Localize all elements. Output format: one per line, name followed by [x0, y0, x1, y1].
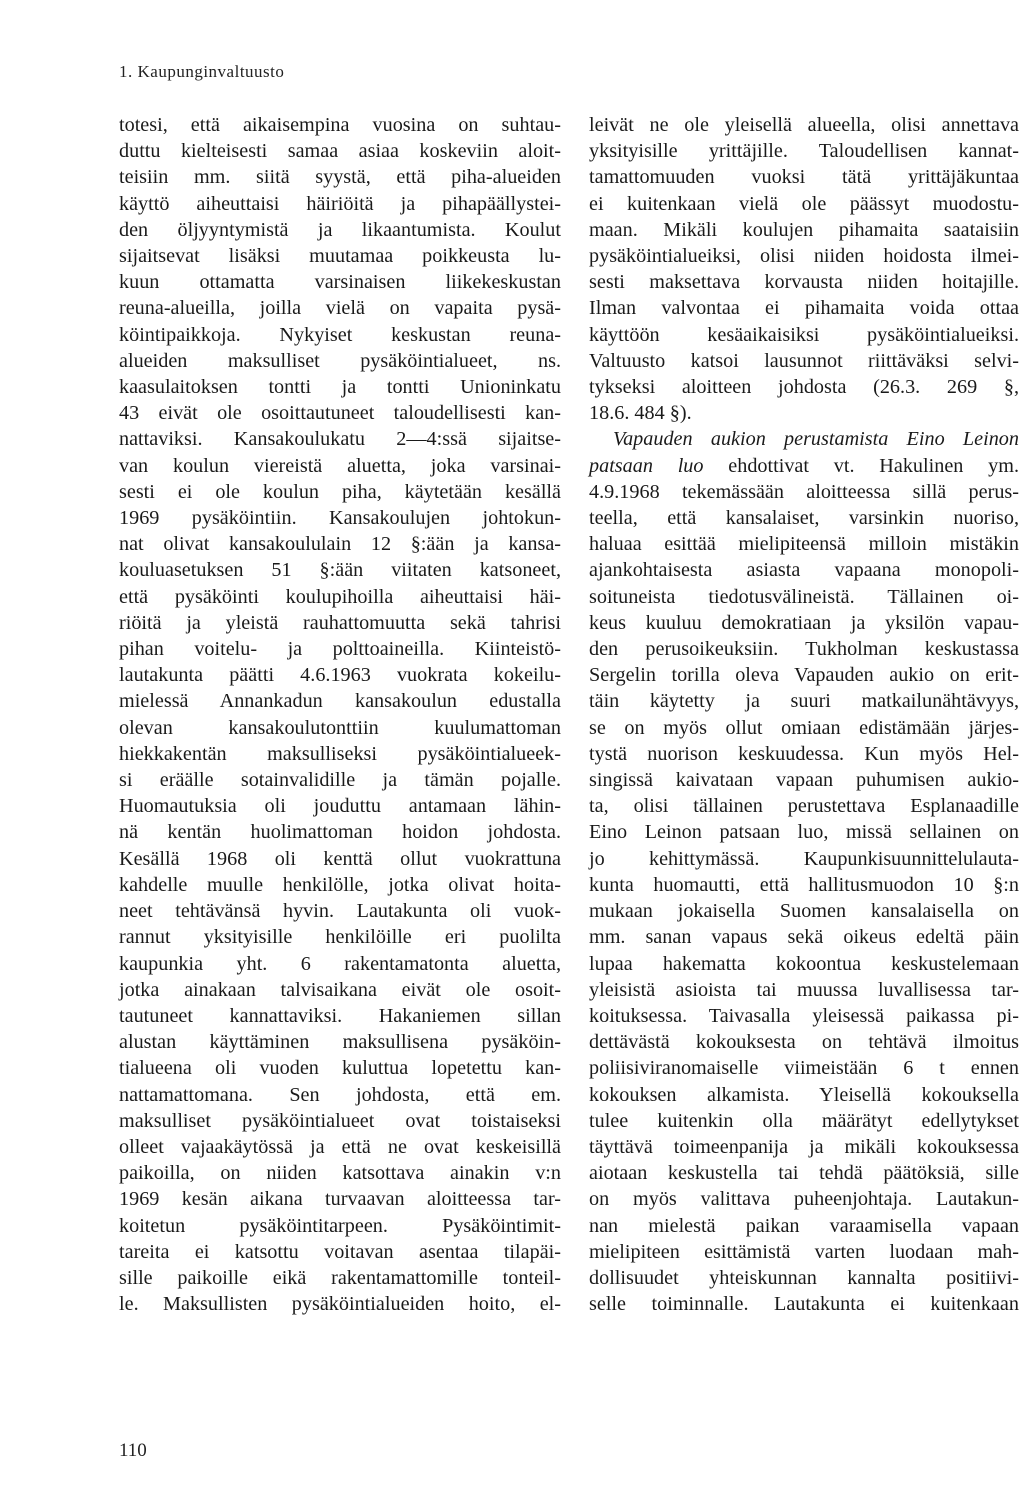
text-line: duttu kielteisesti samaa asiaa koskeviin aloit- [119, 140, 561, 163]
text-line: le. Maksullisten pysäköintialueiden hoito, el- [119, 1293, 561, 1316]
text-line: alustan käyttäminen maksullisena pysäköin- [119, 1031, 561, 1054]
text-line: den perusoikeuksiin. Tukholman keskustassa [589, 638, 1019, 661]
text-line: den öljyyntymistä ja likaantumista. Koulut [119, 218, 561, 241]
text-line: Valtuusto katsoi lausunnot riittäväksi selvi- [589, 349, 1019, 372]
text-line: jotka ainakaan talvisaikana eivät ole osoit- [119, 978, 561, 1001]
text-line: aiotaan keskustella tai tehdä päätöksiä, sille [589, 1162, 1019, 1185]
text-line: nattamattomana. Sen johdosta, että em. [119, 1083, 561, 1106]
text-line: Eino Leinon patsaan luo, missä sellainen on [589, 821, 1019, 844]
text-line: kouluasetuksen 51 §:ään viitaten katsoneet, [119, 559, 561, 582]
text-line: nattaviksi. Kansakoulukatu 2—4:ssä sijaitse- [119, 428, 561, 451]
page-number: 110 [119, 1440, 147, 1461]
text-line: tamattomuuden vuoksi tätä yrittäjäkuntaa [589, 166, 1019, 189]
text-line: hiekkakentän maksulliseksi pysäköintialueek- [119, 742, 561, 765]
text-line: pysäköintialueiksi, olisi niiden hoidosta ilmei- [589, 245, 1019, 268]
text-line: nat olivat kansakoululain 12 §:ään ja kansa- [119, 533, 561, 556]
text-line: jo kehittymässä. Kaupunkisuunnittelulauta- [589, 847, 1019, 870]
text-line: neet tehtävänsä hyvin. Lautakunta oli vuok- [119, 900, 561, 923]
italic-heading-line-2 [589, 453, 1019, 479]
text-line: 43 eivät ole osoittautuneet taloudellisesti kan- [119, 402, 561, 425]
text-line: nan mielestä paikan varaamisella vapaan [589, 1214, 1019, 1237]
text-line: haluaa esittää mielipiteensä milloin mistäkin [589, 533, 1019, 556]
italic-heading-part2: patsaan luo [589, 454, 704, 477]
text-line: kuun ottamatta varsinaisen liikekeskustan [119, 271, 561, 294]
text-line: on myös valittava puheenjohtaja. Lautakun- [589, 1188, 1019, 1211]
text-line: riöitä ja yleistä rauhattomuutta sekä tahrisi [119, 611, 561, 634]
text-line: Kesällä 1968 oli kenttä ollut vuokrattuna [119, 847, 561, 870]
text-line: ajankohtaisesta asiasta vapaana monopoli- [589, 559, 1019, 582]
text-line: 1969 kesän aikana turvaavan aloitteessa tar- [119, 1188, 561, 1211]
heading-rest: ehdottivat vt. Hakulinen ym. [703, 454, 1019, 477]
text-line: se on myös ollut omiaan edistämään järjes- [589, 716, 1019, 739]
text-line: Huomautuksia oli jouduttu antamaan lähin- [119, 795, 561, 818]
text-line: sijaitsevat lisäksi muutamaa poikkeusta lu- [119, 245, 561, 268]
text-line: maksulliset pysäköintialueet ovat toistaiseksi [119, 1109, 561, 1132]
text-line: mm. sanan vapaus sekä oikeus edeltä päin [589, 926, 1019, 949]
text-line: sesti maksettava korvausta niiden hoitajille. [589, 271, 1019, 294]
text-line: soituneista tiedotusvälineistä. Tällainen oi- [589, 585, 1019, 608]
text-line: poliisiviranomaiselle viimeistään 6 t ennen [589, 1057, 1019, 1080]
text-line: reuna-alueilla, joilla vielä on vapaita pysä- [119, 297, 561, 320]
text-line: täyttävä toimeenpanija ja mikäli kokouksessa [589, 1135, 1019, 1158]
text-line: tykseksi aloitteen johdosta (26.3. 269 §, [589, 376, 1019, 399]
text-line: dettävästä kokouksesta on tehtävä ilmoitus [589, 1031, 1019, 1054]
text-line: tystä nuorison keskuudessa. Kun myös Hel- [589, 742, 1019, 765]
text-line: 18.6. 484 §). [589, 402, 692, 425]
text-line: että pysäköinti koulupihoilla aiheuttaisi häi- [119, 585, 561, 608]
text-line: paikoilla, on niiden katsottava ainakin v:n [119, 1162, 561, 1185]
text-line: tareita ei katsottu voitavan asentaa tilapäi- [119, 1240, 561, 1263]
left-column [119, 112, 561, 1317]
text-line: totesi, että aikaisempina vuosina on suhtau- [119, 114, 561, 136]
text-line: teella, että kansalaiset, varsinkin nuoriso, [589, 507, 1019, 530]
text-line: mielipiteen esittämistä varten luodaan mah- [589, 1240, 1019, 1263]
text-line: maan. Mikäli koulujen pihamaita saataisiin [589, 218, 1019, 241]
text-line: yleisistä asioista tai muussa luvallisessa tar- [589, 978, 1019, 1001]
text-line: pihan voitelu- ja polttoaineilla. Kiinteistö- [119, 638, 561, 661]
running-header: 1. Kaupunginvaltuusto [119, 62, 285, 81]
text-line: tautuneet kannattaviksi. Hakaniemen sillan [119, 1004, 561, 1027]
text-line: ei kuitenkaan vielä ole päässyt muodostu- [589, 192, 1019, 215]
text-line: yksityisille yrittäjille. Taloudellisen kannat- [589, 140, 1019, 163]
text-line: sille paikoille eikä rakentamattomille tonteil- [119, 1266, 561, 1289]
text-line: täin käytetty ja suuri matkailunähtävyys, [589, 690, 1019, 713]
text-line: mukaan jokaisella Suomen kansalaisella on [589, 900, 1019, 923]
text-line: sesti ei ole koulun piha, käytetään kesällä [119, 480, 561, 503]
text-line: koitetun pysäköintitarpeen. Pysäköintimit- [119, 1214, 561, 1237]
right-column [589, 112, 1019, 1317]
text-line: nä kentän huolimattoman hoidon johdosta. [119, 821, 561, 844]
text-line: olleet vajaakäytössä ja että ne ovat keskeisillä [119, 1135, 561, 1158]
text-line: käyttöön kesäaikaisiksi pysäköintialueiksi. [589, 323, 1019, 346]
italic-heading-line-1 [589, 426, 1019, 452]
text-line: van koulun viereistä aluetta, joka varsinai- [119, 454, 561, 477]
text-line: koituksessa. Taivasalla yleisessä paikassa pi- [589, 1004, 1019, 1027]
text-line: Sergelin torilla oleva Vapauden aukio on erit- [589, 664, 1019, 687]
text-line: Ilman valvontaa ei pihamaita voida ottaa [589, 297, 1019, 320]
text-line: rannut yksityisille henkilöille eri puolilta [119, 926, 561, 949]
text-line: si eräälle sotainvalidille ja tämän pojalle. [119, 769, 561, 792]
text-line: alueiden maksulliset pysäköintialueet, ns. [119, 349, 561, 372]
text-line: 1969 pysäköintiin. Kansakoulujen johtokun- [119, 507, 561, 530]
text-line: singissä kaivataan vapaan puhumisen aukio- [589, 769, 1019, 792]
text-line: kaupunkia yht. 6 rakentamatonta aluetta, [119, 952, 561, 975]
text-line: kunta huomautti, että hallitusmuodon 10 §:n [589, 873, 1019, 896]
text-line: tulee kuitenkin olla määrätyt edellytykset [589, 1109, 1019, 1132]
text-line: ta, olisi tällainen perustettava Esplanaadille [589, 795, 1019, 818]
text-line: lautakunta päätti 4.6.1963 vuokrata kokeilu- [119, 664, 561, 687]
text-line: mielessä Annankadun kansakoulun edustalla [119, 690, 561, 713]
text-line: käyttö aiheuttaisi häiriöitä ja pihapäällystei- [119, 192, 561, 215]
text-line: köintipaikkoja. Nykyiset keskustan reuna- [119, 323, 561, 346]
right-column-paragraph-1 [589, 112, 1019, 426]
text-line: dollisuudet yhteiskunnan kannalta positiivi- [589, 1266, 1019, 1289]
text-line: kokouksen alkamista. Yleisellä kokouksella [589, 1083, 1019, 1106]
text-line: 4.9.1968 tekemässään aloitteessa sillä perus- [589, 480, 1019, 503]
text-line: teisiin mm. siitä syystä, että piha-alueiden [119, 166, 561, 189]
text-line: leivät ne ole yleisellä alueella, olisi annettava [589, 114, 1019, 136]
italic-heading-part1: Vapauden aukion perustamista Eino Leinon [613, 428, 1019, 451]
text-line: lupaa hakematta kokoontua keskustelemaan [589, 952, 1019, 975]
text-line: kaasulaitoksen tontti ja tontti Unioninkatu [119, 376, 561, 399]
right-column-paragraph-2 [589, 479, 1019, 1318]
text-line: keus kuuluu demokratiaan ja yksilön vapau- [589, 611, 1019, 634]
text-line: selle toiminnalle. Lautakunta ei kuitenkaan [589, 1293, 1019, 1316]
text-line: tialueena oli vuoden kuluttua lopetettu kan- [119, 1057, 561, 1080]
text-line: olevan kansakoulutonttiin kuulumattoman [119, 716, 561, 739]
text-line: kahdelle muulle henkilölle, jotka olivat hoita- [119, 873, 561, 896]
